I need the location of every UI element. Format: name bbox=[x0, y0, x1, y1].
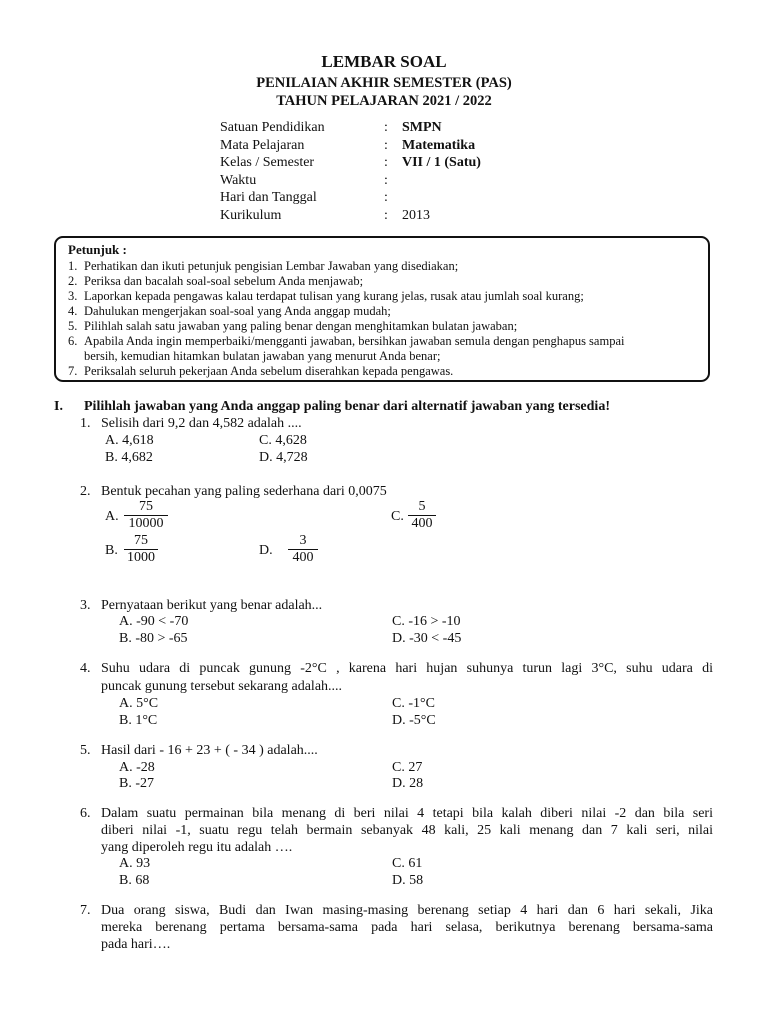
instructions-title: Petunjuk : bbox=[68, 242, 127, 257]
question-text-line: Dua orang siswa, Budi dan Iwan masing-masing berenang setiap 4 hari dan 6 hari sekali, Jika bbox=[101, 903, 713, 918]
academic-year: TAHUN PELAJARAN 2021 / 2022 bbox=[276, 93, 492, 109]
info-row-date bbox=[220, 189, 550, 207]
option-c: C. 4,628 bbox=[259, 433, 307, 448]
info-colon: : bbox=[384, 137, 388, 153]
info-label: Hari dan Tanggal bbox=[220, 190, 317, 205]
instruction-number: 6. bbox=[68, 334, 78, 348]
question-text-line: Dalam suatu permainan bila menang di beri nilai 4 tetapi bila kalah diberi nilai -2 dan bila seri bbox=[101, 806, 713, 821]
instruction-text: Periksa dan bacalah soal-soal sebelum Anda menjawab; bbox=[84, 274, 364, 288]
option-a: A. 4,618 bbox=[105, 433, 154, 448]
option-a: A. -90 < -70 bbox=[119, 614, 189, 629]
info-row-time bbox=[220, 172, 550, 190]
info-label: Mata Pelajaran bbox=[220, 137, 305, 153]
option-b-label: B. bbox=[105, 543, 118, 558]
info-row-school bbox=[220, 119, 550, 137]
option-d: D. -30 < -45 bbox=[392, 631, 462, 646]
info-value: 2013 bbox=[402, 207, 430, 223]
option-d: D. 4,728 bbox=[259, 450, 308, 465]
info-label: Kurikulum bbox=[220, 207, 282, 223]
section-title: Pilihlah jawaban yang Anda anggap paling benar dari alternatif jawaban yang tersedia! bbox=[84, 399, 610, 414]
exam-name: PENILAIAN AKHIR SEMESTER (PAS) bbox=[256, 75, 512, 91]
question-number: 3. bbox=[80, 598, 91, 613]
instruction-number: 2. bbox=[68, 274, 78, 288]
option-a: A. 93 bbox=[119, 856, 151, 871]
info-value: Matematika bbox=[402, 137, 476, 153]
instruction-number: 1. bbox=[68, 259, 78, 273]
info-label: Waktu bbox=[220, 172, 257, 188]
option-c-fraction bbox=[408, 499, 436, 532]
question-text: Selisih dari 9,2 dan 4,582 adalah .... bbox=[101, 416, 302, 431]
question-number: 6. bbox=[80, 806, 91, 821]
option-b: B. 1°C bbox=[119, 713, 158, 728]
question-number: 2. bbox=[80, 484, 91, 499]
instructions-box bbox=[54, 236, 710, 382]
info-colon: : bbox=[384, 207, 388, 223]
denominator: 1000 bbox=[127, 550, 155, 565]
numerator: 5 bbox=[418, 499, 426, 514]
instruction-number: 3. bbox=[68, 289, 78, 303]
numerator: 3 bbox=[299, 533, 307, 548]
sheet-title: LEMBAR SOAL bbox=[321, 52, 447, 71]
info-value: VII / 1 (Satu) bbox=[402, 155, 481, 170]
question-text: Hasil dari - 16 + 23 + ( - 34 ) adalah.... bbox=[101, 743, 318, 758]
question-text-line: mereka berenang pertama bersama-sama pada hari selasa, berikutnya berenang bersama-sama bbox=[101, 920, 713, 935]
instruction-text: bersih, kemudian hitamkan bulatan jawaban yang menurut Anda benar; bbox=[84, 349, 441, 363]
instruction-text: Periksalah seluruh pekerjaan Anda sebelum diserahkan kepada pengawas. bbox=[84, 364, 454, 378]
info-row-subject bbox=[220, 137, 550, 155]
denominator: 400 bbox=[411, 516, 433, 531]
exam-info bbox=[220, 119, 550, 224]
info-row-class bbox=[220, 154, 550, 172]
instruction-text: Perhatikan dan ikuti petunjuk pengisian Lembar Jawaban yang disediakan; bbox=[84, 259, 459, 273]
info-value: SMPN bbox=[402, 120, 442, 135]
question-text-line: yang diperoleh regu itu adalah …. bbox=[101, 840, 293, 855]
numerator: 75 bbox=[139, 499, 153, 514]
option-d: D. 58 bbox=[392, 873, 424, 888]
info-colon: : bbox=[384, 155, 388, 170]
instruction-text: Dahulukan mengerjakan soal-soal yang Anda anggap mudah; bbox=[84, 304, 391, 318]
info-colon: : bbox=[384, 190, 388, 205]
option-c-label: C. bbox=[391, 509, 404, 524]
option-c: C. 61 bbox=[392, 856, 423, 871]
info-row-curriculum bbox=[220, 207, 550, 225]
instruction-number: 7. bbox=[68, 364, 78, 378]
option-d: D. -5°C bbox=[392, 713, 436, 728]
question-number: 5. bbox=[80, 743, 91, 758]
question-text-line: pada hari…. bbox=[101, 937, 171, 952]
question-text: Bentuk pecahan yang paling sederhana dari 0,0075 bbox=[101, 484, 387, 499]
question-text-line: diberi nilai -1, suatu regu telah bermain sebanyak 48 kali, 25 kali menang dan 7 kali seri, nilai bbox=[101, 823, 713, 838]
info-colon: : bbox=[384, 172, 388, 188]
question-number: 4. bbox=[80, 661, 91, 676]
option-b: B. -27 bbox=[119, 776, 154, 791]
option-d-fraction bbox=[288, 533, 318, 566]
instruction-text: Pilihlah salah satu jawaban yang paling benar dengan menghitamkan bulatan jawaban; bbox=[84, 319, 518, 333]
option-b: B. -80 > -65 bbox=[119, 631, 188, 646]
option-b-fraction bbox=[124, 533, 158, 566]
numerator: 75 bbox=[134, 533, 148, 548]
info-label: Kelas / Semester bbox=[220, 155, 315, 170]
denominator: 10000 bbox=[128, 516, 164, 531]
option-a: A. 5°C bbox=[119, 696, 159, 711]
question-text: Pernyataan berikut yang benar adalah... bbox=[101, 598, 323, 613]
option-a-label: A. bbox=[105, 509, 119, 524]
info-label: Satuan Pendidikan bbox=[220, 120, 325, 135]
option-c: C. 27 bbox=[392, 760, 423, 775]
section-number: I. bbox=[54, 399, 63, 414]
instruction-text: Apabila Anda ingin memperbaiki/mengganti jawaban, bersihkan jawaban semula dengan penghapus sampai bbox=[84, 334, 625, 348]
option-a-fraction bbox=[124, 499, 168, 532]
instruction-number: 4. bbox=[68, 304, 78, 318]
option-c: C. -16 > -10 bbox=[392, 614, 461, 629]
option-a: A. -28 bbox=[119, 760, 155, 775]
option-d: D. 28 bbox=[392, 776, 424, 791]
option-b: B. 68 bbox=[119, 873, 150, 888]
question-number: 1. bbox=[80, 416, 91, 431]
denominator: 400 bbox=[292, 550, 314, 565]
info-colon: : bbox=[384, 120, 388, 135]
option-d-label: D. bbox=[259, 543, 273, 558]
instruction-number: 5. bbox=[68, 319, 78, 333]
question-number: 7. bbox=[80, 903, 91, 918]
question-text-line: Suhu udara di puncak gunung -2°C , karena hari hujan suhunya turun lagi 3°C, suhu udara di bbox=[101, 661, 713, 676]
option-c: C. -1°C bbox=[392, 696, 435, 711]
option-b: B. 4,682 bbox=[105, 450, 153, 465]
instruction-text: Laporkan kepada pengawas kalau terdapat tulisan yang kurang jelas, rusak atau jumlah soal kurang; bbox=[84, 289, 584, 303]
question-text-line: puncak gunung tersebut sekarang adalah.... bbox=[101, 679, 343, 694]
